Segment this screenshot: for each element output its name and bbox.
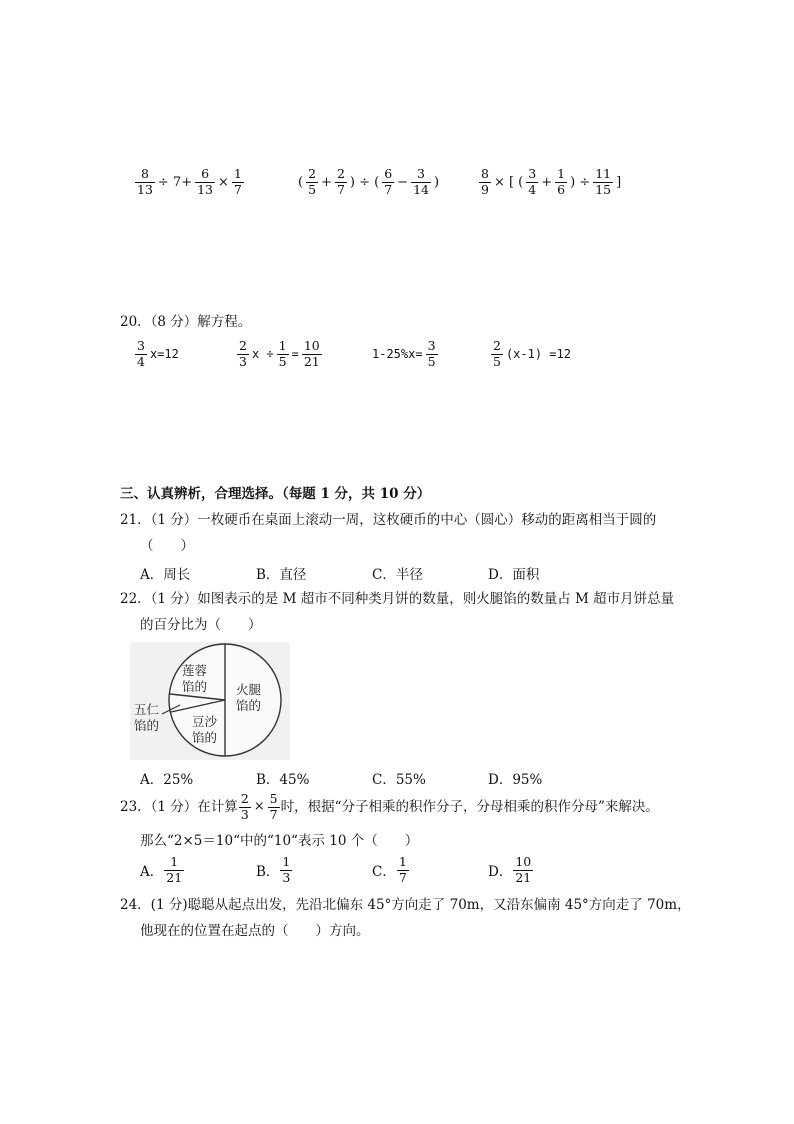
operator: +: [321, 174, 332, 190]
q23-option-a[interactable]: [140, 856, 185, 884]
operator: ]: [616, 174, 622, 190]
q22-option-b[interactable]: B．45%: [256, 772, 310, 788]
fraction: $\frac{2}{7}$: [336, 166, 345, 197]
fraction: $\frac{11}{15}$: [595, 166, 612, 197]
fraction: $\frac{8}{9}$: [481, 166, 489, 197]
operator: (: [298, 174, 304, 190]
fraction: $\frac{2}{3}$: [239, 338, 247, 369]
pie-label-lotus-line-1: 莲蓉: [182, 663, 208, 678]
fraction: $\frac{1}{7}$: [398, 854, 407, 885]
section-3-title: 三、认真辨析，合理选择。（每题 1 分，共 10 分）: [120, 486, 431, 502]
q20-equation-4: [490, 340, 573, 368]
q21-option-d[interactable]: D．面积: [488, 567, 540, 583]
fraction: $\frac{6}{7}$: [384, 166, 393, 197]
operator: ) ÷: [570, 174, 591, 190]
fraction: $\frac{2}{3}$: [240, 791, 249, 822]
operator: ×: [253, 799, 265, 814]
q20-equation-3: [370, 340, 439, 368]
q23-text-line-2: 那么“2×5＝10“中的“10“表示 10 个（ ）: [140, 833, 419, 849]
operator: ): [433, 174, 440, 190]
q23-text-post: 时，根据“分子相乘的积作分子，分母相乘的积作分母”来解决。: [280, 799, 659, 815]
pie-label-bean-line-1: 豆沙: [192, 714, 218, 729]
fraction: $\frac{1}{21}$: [166, 854, 183, 885]
q19-expression-3: [478, 168, 623, 196]
q22-pie-figure: [130, 642, 290, 760]
operator: × [ (: [493, 174, 524, 190]
q20-title: 20．（8 分）解方程。: [120, 314, 252, 330]
q19-expression-1: [134, 168, 245, 196]
fraction: $\frac{2}{5}$: [308, 166, 317, 197]
q21-text-line-2: （ ）: [140, 538, 194, 554]
option-label: B．: [256, 864, 280, 880]
fraction: $\frac{5}{7}$: [269, 791, 278, 822]
q24-text-line-1: 24．(1 分)聪聪从起点出发，先沿北偏东 45°方向走了 70m，又沿东偏南 45°方向走了 70m，: [120, 897, 691, 913]
operator: +: [541, 174, 553, 190]
fraction: $\frac{6}{13}$: [197, 166, 214, 197]
fraction: $\frac{1}{5}$: [278, 338, 287, 369]
fraction: $\frac{10}{21}$: [515, 854, 532, 885]
fraction: $\frac{8}{13}$: [137, 166, 153, 197]
fraction: $\frac{3}{4}$: [528, 166, 537, 197]
operator: ×: [218, 174, 229, 190]
q21-text-line-1: 21．（1 分）一枚硬币在桌面上滚动一周，这枚硬币的中心（圆心）移动的距离相当于圆的: [120, 512, 657, 528]
pie-label-five-ren-line-1: 五仁: [134, 702, 160, 717]
equation-text: 1-25%x=: [372, 347, 423, 361]
q24-text-line-2: 他现在的位置在起点的（ ）方向。: [140, 923, 370, 939]
fraction: $\frac{3}{4}$: [137, 338, 145, 369]
q23-option-b[interactable]: [256, 856, 293, 884]
pie-label-ham-line-2: 馅的: [236, 698, 262, 713]
q23-text-line-1: [120, 793, 659, 821]
pie-label-ham-line-1: 火腿: [236, 682, 262, 697]
option-label: D．: [488, 864, 513, 880]
fraction: $\frac{1}{6}$: [557, 166, 566, 197]
q23-text-pre: 23．（1 分）在计算: [120, 799, 238, 815]
fraction: $\frac{1}{7}$: [233, 166, 242, 197]
q22-option-d[interactable]: D．95%: [488, 772, 543, 788]
operator: ) ÷ (: [349, 174, 380, 190]
q22-text-line-1: 22．（1 分）如图表示的是 M 超市不同种类月饼的数量，则火腿馅的数量占 M 超市月饼总量: [120, 591, 675, 607]
fraction: $\frac{3}{5}$: [427, 338, 436, 369]
q19-expression-2: [296, 168, 441, 196]
fraction: $\frac{10}{21}$: [303, 338, 320, 369]
option-label: C．: [372, 864, 396, 880]
operator: ÷ 7+: [157, 174, 193, 190]
equation-text: x ÷: [251, 347, 274, 361]
option-label: A．: [140, 864, 164, 880]
q20-equation-1: [134, 340, 181, 368]
q21-option-c[interactable]: C．半径: [372, 567, 423, 583]
equation-text: x=12: [149, 347, 179, 361]
q23-option-d[interactable]: [488, 856, 534, 884]
q22-option-a[interactable]: A．25%: [140, 772, 194, 788]
q22-option-c[interactable]: C．55%: [372, 772, 426, 788]
q20-equation-2: [236, 340, 323, 368]
q21-option-b[interactable]: B．直径: [256, 567, 307, 583]
q22-text-line-2: 的百分比为（ ）: [140, 617, 262, 633]
pie-label-five-ren-line-2: 馅的: [134, 718, 160, 733]
fraction: $\frac{3}{14}$: [413, 166, 429, 197]
fraction: $\frac{2}{5}$: [493, 338, 501, 369]
pie-label-bean-line-2: 馅的: [192, 730, 218, 745]
equation-text: (x-1) =12: [505, 347, 571, 361]
pie-label-lotus-line-2: 馅的: [182, 679, 208, 694]
q21-option-a[interactable]: A．周长: [140, 567, 191, 583]
q23-option-c[interactable]: [372, 856, 410, 884]
fraction: $\frac{1}{3}$: [282, 854, 291, 885]
operator: −: [397, 174, 409, 190]
equation-text: =: [291, 347, 299, 361]
